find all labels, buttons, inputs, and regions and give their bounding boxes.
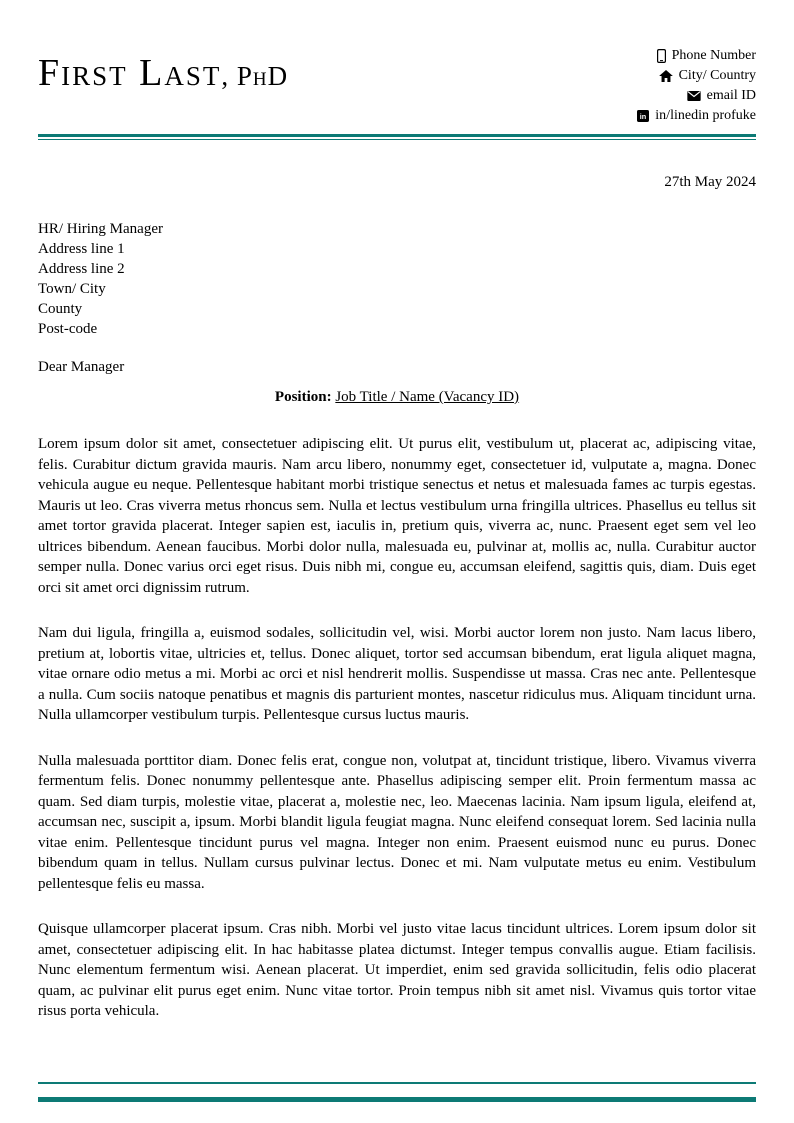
sender-name-suffix: , PhD [221,61,289,91]
contact-info [637,40,756,126]
letter-date: 27th May 2024 [664,174,756,190]
header-rule [38,134,756,140]
home-icon [659,70,673,82]
contact-location-text: City/ Country [678,68,756,83]
contact-email-text: email ID [706,88,756,103]
contact-line-phone [637,46,756,66]
phone-icon [657,49,666,63]
body-paragraph: Nam dui ligula, fringilla a, euismod sodales, sollicitudin vel, wisi. Morbi auctor lorem non justo. Nam lacus libero, pretium at, lobortis vitae, ultricies et, tellus. Donec aliquet, tortor sed accumsan bibendum, erat ligula aliquet magna, vitae ornare odio metus a mi. Morbi ac orci et nisl hendrerit mollis. Suspendisse ut massa. Cras nec ante. Pellentesque a nulla. Cum sociis natoque penatibus et magnis dis parturient montes, nascetur ridiculus mus. Aliquam tincidunt urna. Nulla ullamcorper vestibulum turpis. Pellentesque cursus luctus mauris. [38,625,756,723]
recipient-line: Post-code [38,321,98,337]
envelope-icon [687,91,701,101]
letter-header [38,40,756,126]
position-label: Position: [274,389,332,405]
salutation: Dear Manager [38,359,125,375]
contact-line-linkedin [637,106,756,126]
footer-rules [38,1082,756,1102]
recipient-block [38,219,756,339]
letter-body [38,434,756,1022]
recipient-line: Town/ City [38,281,106,297]
recipient-line: County [38,301,83,317]
contact-phone-text: Phone Number [671,48,756,63]
contact-linkedin-text: in/linedin profuke [655,108,756,123]
svg-text:in: in [640,112,647,122]
body-paragraph: Quisque ullamcorper placerat ipsum. Cras nibh. Morbi vel justo vitae lacus tincidunt ultrices. Lorem ipsum dolor sit amet, consectetuer adipiscing elit. In hac habitasse platea dictumst. Integer tempus convallis augue. Etiam facilisis. Nunc elementum fermentum wisi. Aenean placerat. Ut imperdiet, enim sed gravida sollicitudin, felis odio placerat quam, ac pulvinar elit purus eget enim. Nunc vitae tortor. Proin tempus nibh sit amet nisl. Vivamus quis tortor vitae risus porta vehicula. [38,921,756,1019]
body-paragraph: Lorem ipsum dolor sit amet, consectetuer adipiscing elit. Ut purus elit, vestibulum ut, placerat ac, adipiscing vitae, felis. Curabitur dictum gravida mauris. Nam arcu libero, nonummy eget, consectetuer id, vulputate a, magna. Donec vehicula augue eu neque. Pellentesque habitant morbi tristique senectus et netus et malesuada fames ac turpis egestas. Mauris ut leo. Cras viverra metus rhoncus sem. Nulla et lectus vestibulum urna fringilla ultrices. Phasellus eu tellus sit amet tortor gravida placerat. Integer sapien est, iaculis in, pretium quis, viverra ac, nunc. Praesent eget sem vel leo ultrices bibendum. Aenean faucibus. Morbi dolor nulla, malesuada eu, pulvinar at, mollis ac, nulla. Curabitur auctor semper nulla. Donec varius orci eget risus. Duis nibh mi, congue eu, accumsan eleifend, sagittis quis, diam. Duis eget orci sit amet orci dignissim rutrum. [38,436,756,596]
sender-name [38,40,288,92]
footer-rule-thin [38,1082,756,1084]
linkedin-icon [637,110,649,122]
recipient-line: HR/ Hiring Manager [38,221,163,237]
footer-rule-thick [38,1097,756,1102]
contact-line-email [637,86,756,106]
position-value: Job Title / Name (Vacancy ID) [335,389,520,405]
recipient-line: Address line 2 [38,261,125,277]
position-line [38,389,756,406]
recipient-line: Address line 1 [38,241,125,257]
sender-name-text: First Last [38,52,222,94]
body-paragraph: Nulla malesuada porttitor diam. Donec felis erat, congue non, volutpat at, tincidunt tristique, libero. Vivamus viverra fermentum felis. Donec nonummy pellentesque ante. Phasellus adipiscing semper elit. Proin fermentum massa ac quam. Sed diam turpis, molestie vitae, placerat a, molestie nec, leo. Maecenas lacinia. Nam ipsum ligula, eleifend at, accumsan nec, suscipit a, ipsum. Morbi blandit ligula feugiat magna. Nunc eleifend consequat lorem. Sed lacinia nulla vitae enim. Pellentesque tincidunt purus vel magna. Integer non enim. Praesent euismod nunc eu purus. Donec bibendum quam in tellus. Nullam cursus pulvinar lectus. Donec et mi. Nam vulputate metus eu enim. Vestibulum pellentesque felis eu massa. [38,752,756,892]
contact-line-location [637,66,756,86]
